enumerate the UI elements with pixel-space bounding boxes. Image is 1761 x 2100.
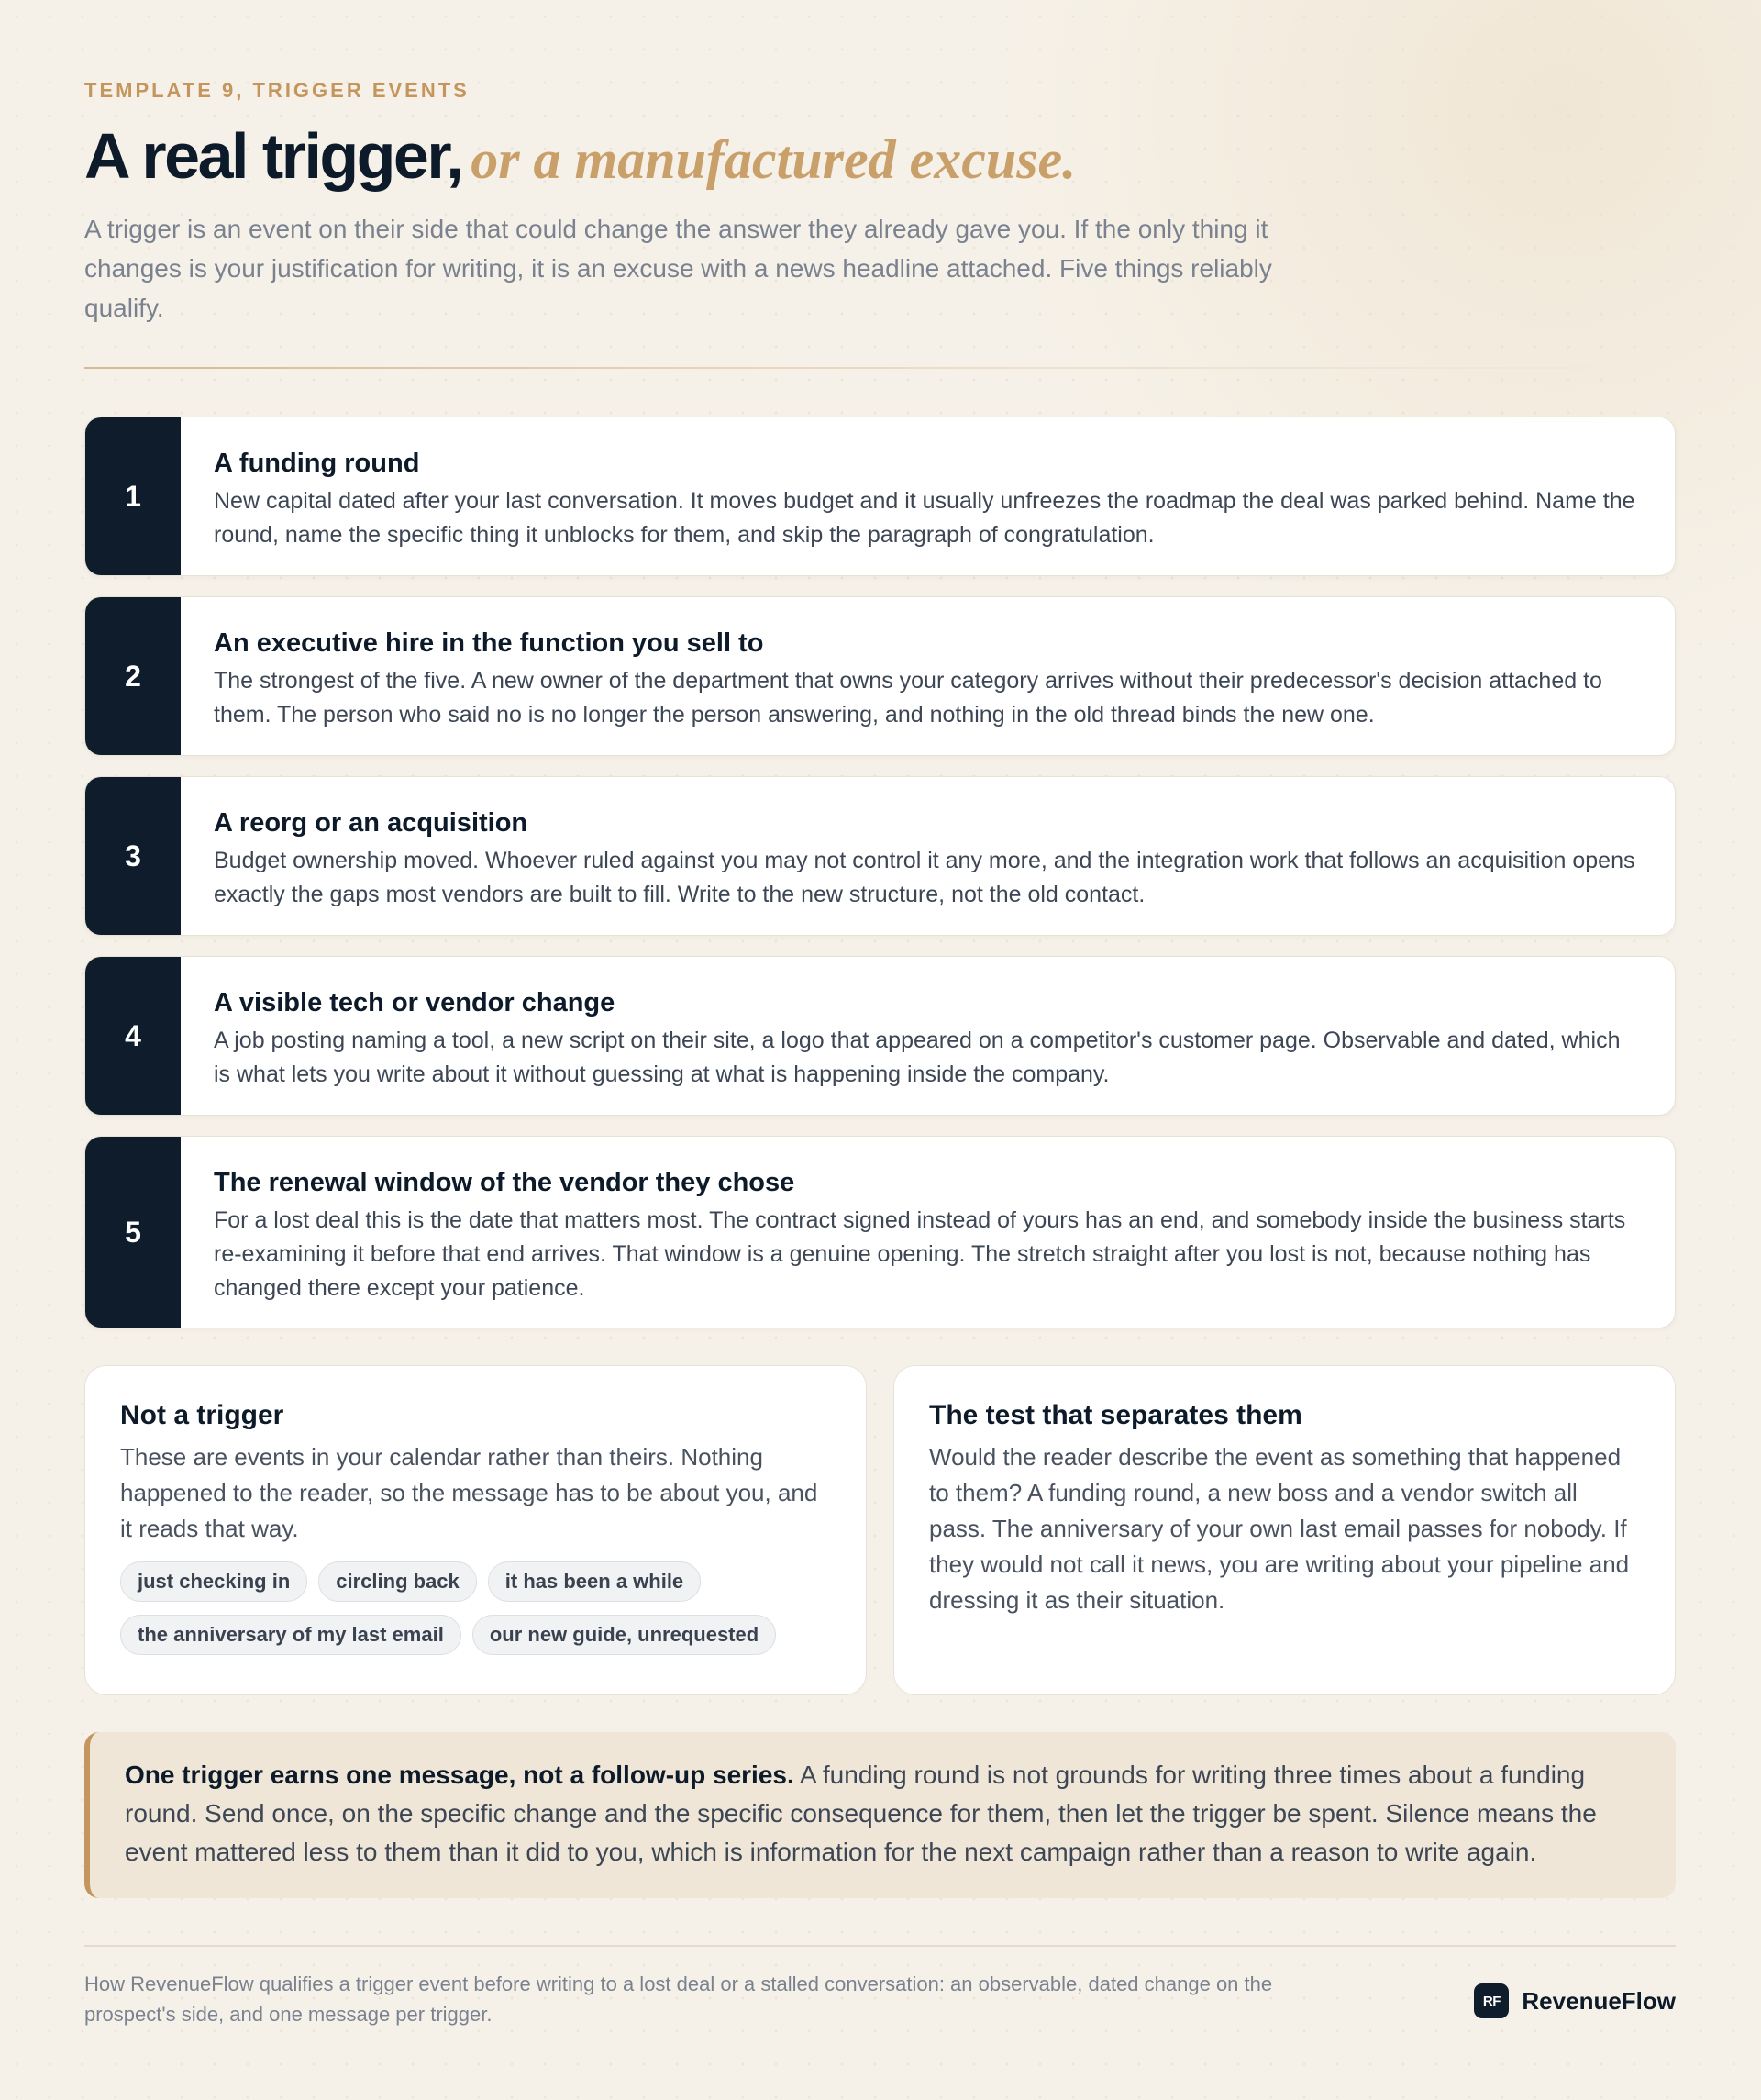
intro-paragraph: A trigger is an event on their side that could change the answer they already gave you. If the only thing it changes is your justification for writing, it is an excuse with a news headline attached. Five things reliably qualify.: [84, 215, 1272, 322]
trigger-number: 3: [85, 777, 181, 935]
callout-body: A funding round is not grounds for writing three times about a funding round. Send once, on the specific change and the specific consequence for them, then let the trigger be spent. Silence means the event mattered less to them than it did to you, which is information for the next campaign rather than a reason to write again.: [125, 1761, 1597, 1866]
rule-callout: [84, 1732, 1676, 1898]
trigger-title: A funding round: [214, 449, 420, 478]
trigger-title: An executive hire in the function you sell to: [214, 628, 764, 658]
trigger-title: A reorg or an acquisition: [214, 808, 528, 838]
trigger-title: A visible tech or vendor change: [214, 988, 615, 1017]
trigger-card-3: [84, 776, 1676, 936]
trigger-description: The strongest of the five. A new owner of the department that owns your category arrives without their predecessor's decision attached to them. The person who said no is no longer the person answering, and nothing in the old thread binds the new one.: [214, 668, 1602, 728]
excuse-tag: it has been a while: [488, 1561, 701, 1602]
excuse-tag: just checking in: [120, 1561, 307, 1602]
trigger-description: A job posting naming a tool, a new script on their site, a logo that appeared on a competitor's customer page. Observable and dated, which is what lets you write about it without guessing at what is happening inside the company.: [214, 1028, 1621, 1087]
brand-logo: [1474, 1983, 1676, 2018]
excuse-tag: the anniversary of my last email: [120, 1615, 461, 1655]
callout-lead: One trigger earns one message, not a follow-up series.: [125, 1761, 794, 1789]
brand-name: RevenueFlow: [1522, 1986, 1676, 2015]
headline-script: or a manufactured excuse.: [471, 129, 1077, 190]
excuse-tag-list: [120, 1561, 836, 1655]
card-body: These are events in your calendar rather than theirs. Nothing happened to the reader, so the message has to be about you, and it reads that way.: [120, 1443, 818, 1542]
trigger-description: For a lost deal this is the date that matters most. The contract signed instead of yours has an end, and somebody inside the business starts re-examining it before that end arrives. That window is a genuine opening. The stretch straight after you lost is not, because nothing has changed there except your patience.: [214, 1207, 1626, 1301]
trigger-title: The renewal window of the vendor they chose: [214, 1168, 795, 1197]
card-title: Not a trigger: [120, 1400, 284, 1430]
trigger-description: New capital dated after your last conversation. It moves budget and it usually unfreezes the roadmap the deal was parked behind. Name the round, name the specific thing it unblocks for them, and skip the paragraph of congratulation.: [214, 488, 1635, 548]
trigger-card-2: [84, 596, 1676, 756]
trigger-card-1: [84, 417, 1676, 576]
trigger-card-5: [84, 1136, 1676, 1328]
trigger-number: 1: [85, 417, 181, 575]
header-divider: [84, 367, 1676, 369]
trigger-card-4: [84, 956, 1676, 1116]
card-title: The test that separates them: [929, 1400, 1302, 1430]
footer-note: How RevenueFlow qualifies a trigger event before writing to a lost deal or a stalled conversation: an observable, dated change on the prospect's side, and one message per trigger.: [84, 1972, 1273, 2026]
headline-strong: A real trigger,: [84, 120, 462, 192]
separating-test-card: [893, 1365, 1676, 1695]
brand-mark-icon: RF: [1474, 1983, 1509, 2018]
excuse-tag: our new guide, unrequested: [472, 1615, 776, 1655]
footer-divider: [84, 1945, 1676, 1947]
trigger-description: Budget ownership moved. Whoever ruled against you may not control it any more, and the integration work that follows an acquisition opens exactly the gaps most vendors are built to fill. Write to the new structure, not the old contact.: [214, 848, 1635, 907]
trigger-number: 5: [85, 1137, 181, 1328]
not-a-trigger-card: [84, 1365, 867, 1695]
trigger-number: 2: [85, 597, 181, 755]
excuse-tag: circling back: [318, 1561, 477, 1602]
eyebrow-label: TEMPLATE 9, TRIGGER EVENTS: [84, 79, 470, 102]
trigger-number: 4: [85, 957, 181, 1115]
card-body: Would the reader describe the event as something that happened to them? A funding round, a new boss and a vendor switch all pass. The anniversary of your own last email passes for nobody. If they would not call it news, you are writing about your pipeline and dressing it as their situation.: [929, 1443, 1630, 1614]
page-title: [84, 117, 1076, 206]
